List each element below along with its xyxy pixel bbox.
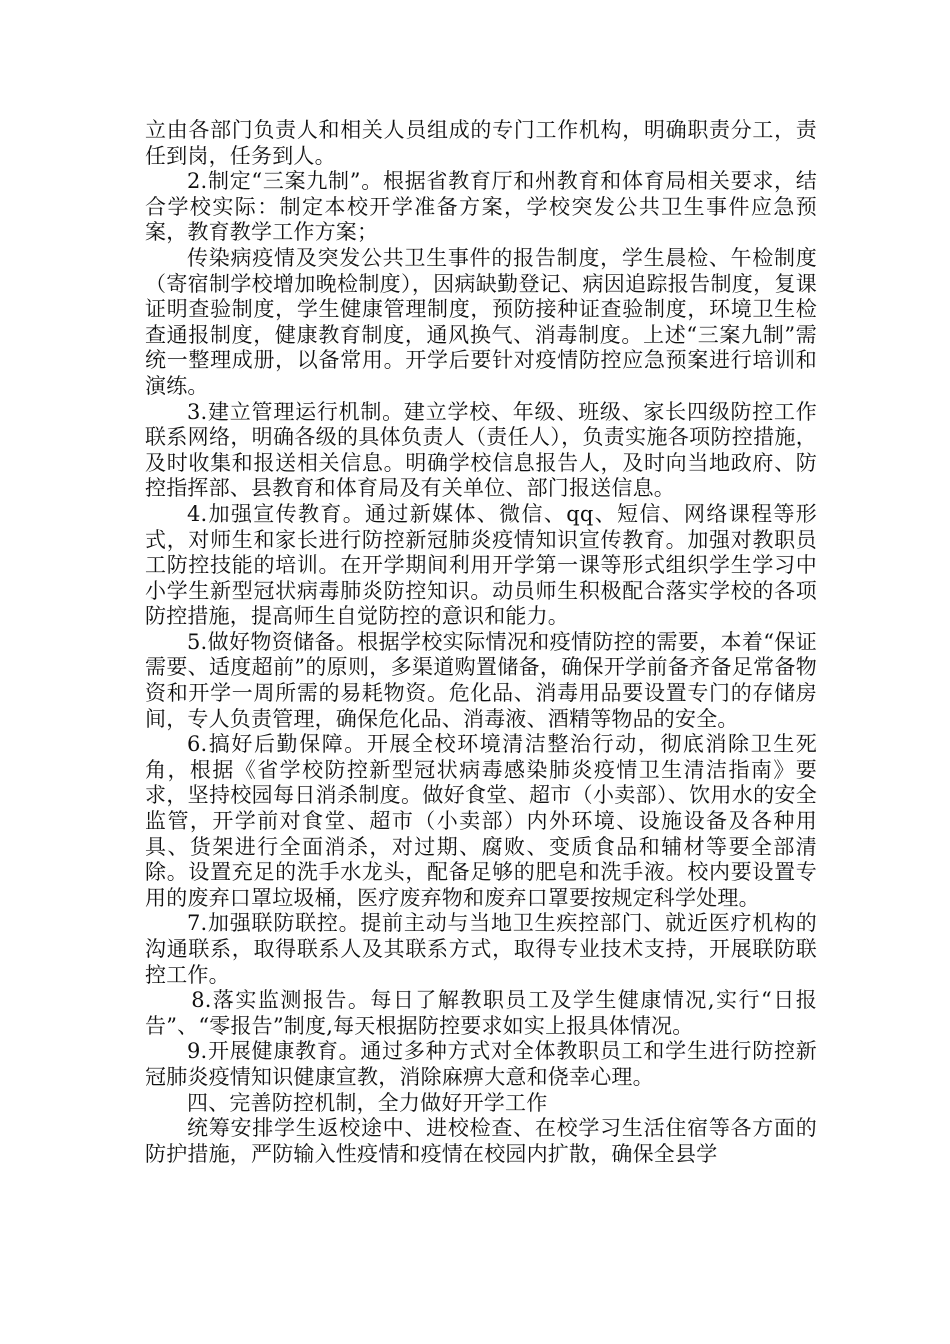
- paragraph-section-4-intro: 统筹安排学生返校途中、进校检查、在校学习生活住宿等各方面的防护措施，严防输入性疫情和疫情在校园内扩散，确保全县学: [145, 1116, 817, 1166]
- document-body: [145, 118, 817, 1167]
- paragraph-continuation: 立由各部门负责人和相关人员组成的专门工作机构，明确职责分工，责任到岗，任务到人。: [145, 118, 817, 168]
- section-heading-4: 四、完善防控机制，全力做好开学工作: [187, 1090, 548, 1115]
- paragraph-item-3: 3.建立管理运行机制。建立学校、年级、班级、家长四级防控工作联系网络，明确各级的具体负责人（责任人），负责实施各项防控措施，及时收集和报送相关信息。明确学校信息报告人，及时向当地政府、防控指挥部、县教育和体育局及有关单位、部门报送信息。: [145, 399, 817, 501]
- paragraph-item-6: 6.搞好后勤保障。开展全校环境清洁整治行动，彻底消除卫生死角，根据《省学校防控新型冠状病毒感染肺炎疫情卫生清洁指南》要求，坚持校园每日消杀制度。做好食堂、超市（小卖部）、饮用水的安全监管，开学前对食堂、超市（小卖部）内外环境、设施设备及各种用具、货架进行全面消杀，对过期、腐败、变质食品和辅材等要全部清除。设置充足的洗手水龙头，配备足够的肥皂和洗手液。校内要设置专用的废弃口罩垃圾桶，医疗废弃物和废弃口罩要按规定科学处理。: [145, 732, 817, 910]
- paragraph-item-4: 4.加强宣传教育。通过新媒体、微信、qq、短信、网络课程等形式，对师生和家长进行防控新冠肺炎疫情知识宣传教育。加强对教职员工防控技能的培训。在开学期间利用开学第一课等形式组织学生学习中小学生新型冠状病毒肺炎防控知识。动员师生积极配合落实学校的各项防控措施，提高师生自觉防控的意识和能力。: [145, 501, 817, 629]
- paragraph-item-2-detail: 传染病疫情及突发公共卫生事件的报告制度，学生晨检、午检制度（寄宿制学校增加晚检制度），因病缺勤登记、病因追踪报告制度，复课证明查验制度，学生健康管理制度，预防接种证查验制度，环境卫生检查通报制度，健康教育制度，通风换气、消毒制度。上述“三案九制”需统一整理成册，以备常用。开学后要针对疫情防控应急预案进行培训和演练。: [145, 245, 817, 398]
- paragraph-item-7: 7.加强联防联控。提前主动与当地卫生疾控部门、就近医疗机构的沟通联系，取得联系人及其联系方式，取得专业技术支持，开展联防联控工作。: [145, 911, 817, 987]
- paragraph-item-8: 8.落实监测报告。每日了解教职员工及学生健康情况,实行“日报告”、“零报告”制度,每天根据防控要求如实上报具体情况。: [145, 988, 817, 1038]
- paragraph-item-5: 5.做好物资储备。根据学校实际情况和疫情防控的需要，本着“保证需要、适度超前”的原则，多渠道购置储备，确保开学前备齐备足常备物资和开学一周所需的易耗物资。危化品、消毒用品要设置专门的存储房间，专人负责管理，确保危化品、消毒液、酒精等物品的安全。: [145, 629, 817, 731]
- paragraph-item-2: 2.制定“三案九制”。根据省教育厅和州教育和体育局相关要求，结合学校实际：制定本校开学准备方案，学校突发公共卫生事件应急预案，教育教学工作方案；: [145, 169, 817, 245]
- paragraph-item-9: 9.开展健康教育。通过多种方式对全体教职员工和学生进行防控新冠肺炎疫情知识健康宣教，消除麻痹大意和侥幸心理。: [145, 1039, 817, 1089]
